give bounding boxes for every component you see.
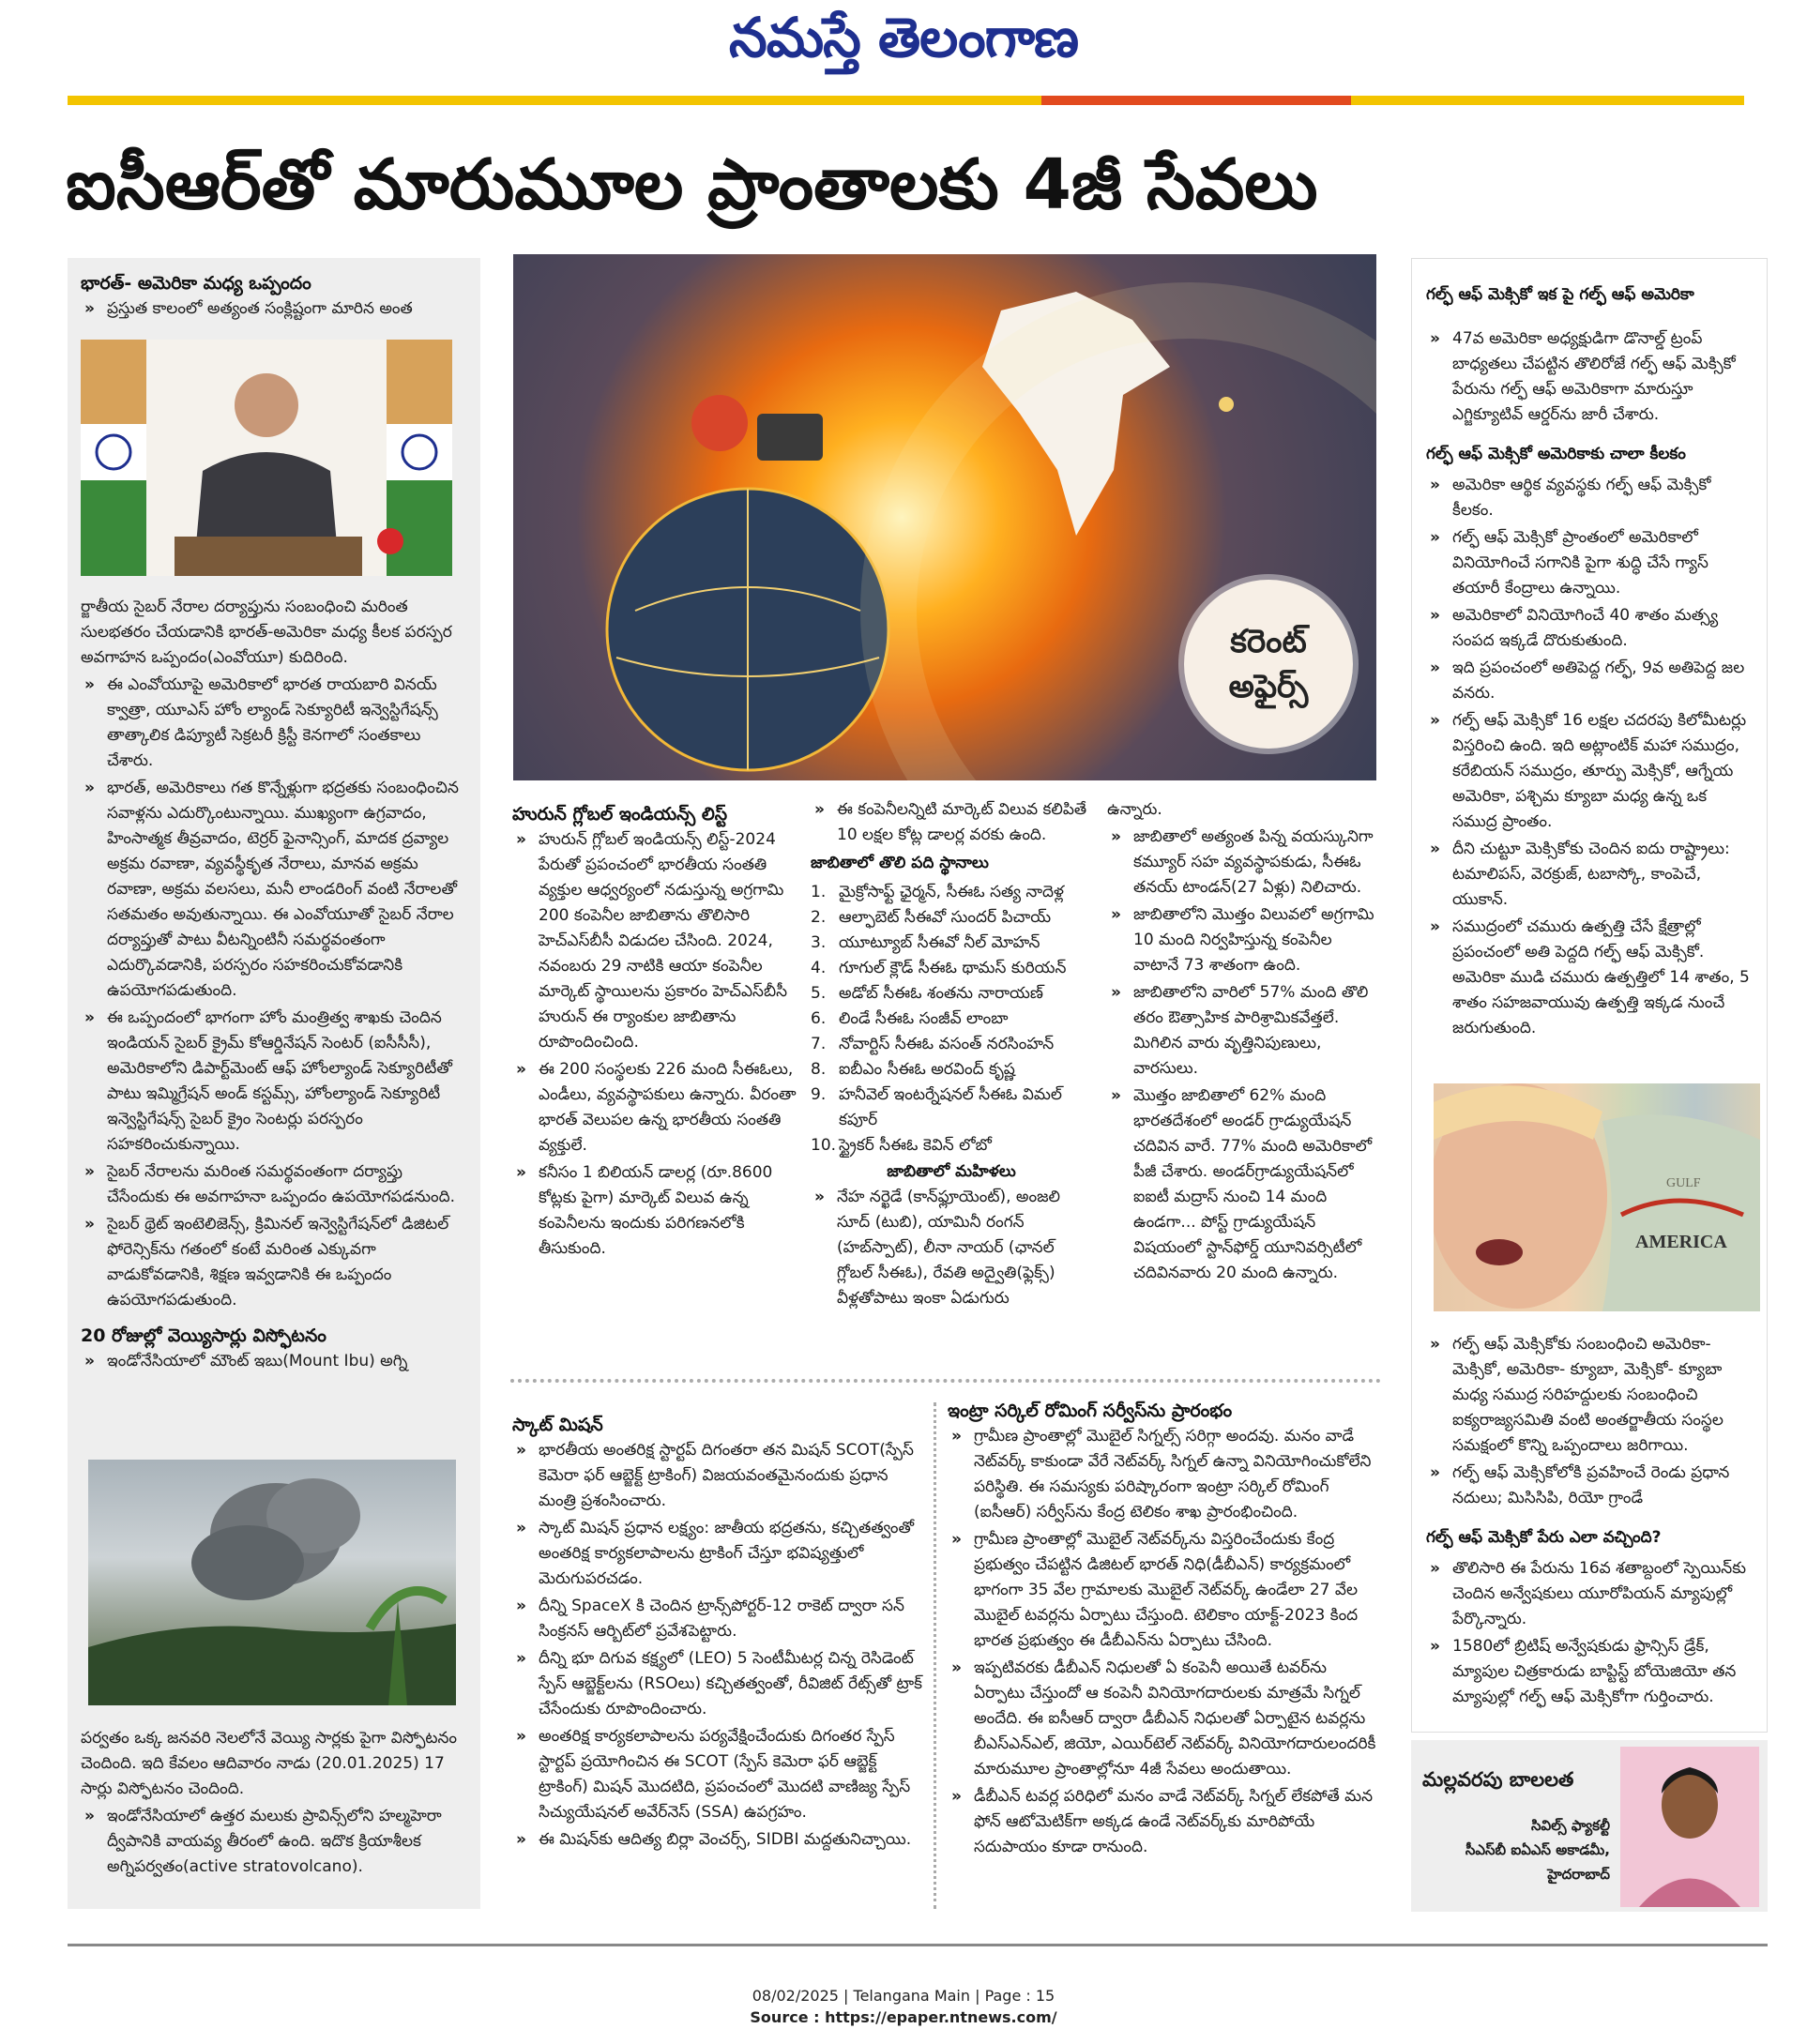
top10-item xyxy=(811,931,1092,956)
list-item: » గ్రామీణ ప్రాంతాల్లో మొబైల్ సిగ్నల్స్ సరిగ్గా అందవు. మనం వాడే నెట్‌వర్క్ కాకుండా వేరే నెట్‌వర్క్ సిగ్నల్ ఉన్నా వినియోగించుకోలేని పరిస్థితి. ఈ సమస్యకు పరిష్కారంగా ఇంట్రా సర్కిల్ రోమింగ్ (ఐసీఆర్) సర్వీస్‌ను కేంద్ర టెలికం శాఖ ప్రారంభించింది. xyxy=(948,1424,1379,1525)
list-item: » సైబర్ థ్రెట్ ఇంటెలిజెన్స్, క్రిమినల్ ఇన్వెస్టిగేషన్‌లో డిజిటల్ ఫోరెన్సిక్‌ను గతంలో కంటే మరింత ఎక్కువగా వాడుకోవడానికి, శిక్షణ ఇవ్వడానికి ఈ ఒప్పందం ఉపయోగపడుతుంది. xyxy=(81,1212,467,1313)
footer-date: 08/02/2025 | Telangana Main | Page : 15 xyxy=(752,1987,1055,2005)
top10-name: అడోబ్ సీఈఓ శంతను నారాయణ్ xyxy=(839,984,1043,1003)
list-item: » భారతీయ అంతరిక్ష స్టార్టప్ దిగంతరా తన మిషన్ SCOT(స్పేస్ కెమెరా ఫర్ ఆబ్జెక్ట్ ట్రాకింగ్) విజయవంతమైనందుకు ప్రధాన మంత్రి ప్రశంసించారు. xyxy=(512,1438,925,1514)
top10-rank: 4. xyxy=(811,959,827,977)
section-divider xyxy=(510,1379,1381,1383)
top10-item xyxy=(811,1083,1092,1133)
badge-text: కరెంట్ అఫైర్స్ xyxy=(1228,623,1309,705)
list-item: » జాబితాలోని మొత్తం విలువలో అగ్రగామి 10 మంది నిర్వహిస్తున్న కంపెనీల వాటానే 73 శాతంగా ఉంది. xyxy=(1107,902,1379,978)
list-item: » నేహ నర్ఖెడే (కాన్‌ఫ్లూయెంట్), అంజలి సూద్ (టుబి), యామినీ రంగన్ (హబ్‌స్పాట్), లీనా నాయర్ (ఛానల్ గ్లోబల్ సీఈఓ), రేవతి అద్వైతి(ఫ్లెక్స్) వీళ్లతోపాటు ఇంకా ఏడుగురు xyxy=(811,1185,1092,1311)
top10-name: నోవార్టిస్ సీఈఓ వసంత్ నరసింహన్ xyxy=(839,1035,1055,1053)
top10-name: స్ట్రైకర్ సీఈఓ కెవిన్ లోబో xyxy=(839,1136,992,1155)
official-photo xyxy=(81,340,452,576)
masthead-logo: నమస్తే తెలంగాణ xyxy=(729,6,1078,69)
subsection-title-women: జాబితాలో మహిళలు xyxy=(887,1162,1016,1181)
list-item: » జాబితాలో అత్యంత పిన్న వయస్కునిగా కమ్యూర్ సహ వ్యవస్థాపకుడు, సీఈఓ తనయ్ టాండన్(27 ఏళ్లు) నిలిచారు. xyxy=(1107,825,1379,901)
top10-item xyxy=(811,1032,1092,1057)
list-item: » ప్రస్తుత కాలంలో అత్యంత సంక్లిష్టంగా మారిన అంత xyxy=(81,296,467,322)
top10-rank: 10. xyxy=(811,1136,837,1155)
list-item: » అమెరికాలో వినియోగించే 40 శాతం మత్స్య సంపద ఇక్కడే దొరుకుతుంది. xyxy=(1426,603,1756,654)
list-item: » గ్రామీణ ప్రాంతాల్లో మొబైల్ నెట్‌వర్క్‌ను విస్తరించేందుకు కేంద్ర ప్రభుత్వం చేపట్టిన డిజిటల్ భారత్ నిధి(డీబీఎన్) కార్యక్రమంలో భాగంగా 35 వేల గ్రామాలకు మొబైల్ నెట్‌వర్క్ ఉండేలా 27 వేల మొబైల్ టవర్లను ఏర్పాటు చేస్తుంది. టెలికాం యాక్ట్‌-2023 కింద భారత ప్రభుత్వం ఈ డీబీఎన్‌ను ఏర్పాటు చేసింది. xyxy=(948,1527,1379,1654)
list-item: » దీన్ని భూ దిగువ కక్ష్యలో (LEO) 5 సెంటీమీటర్ల చిన్న రెసిడెంట్ స్పేస్ ఆబ్జెక్ట్‌లను (RSOలు) కచ్చితత్వంతో, రీవిజిట్ రేట్స్‌తో ట్రాక్ చేసేందుకు రూపొందించారు. xyxy=(512,1646,925,1722)
left-column-cont xyxy=(81,595,467,1376)
list-item: » గల్ఫ్ ఆఫ్ మెక్సికో ప్రాంతంలో అమెరికాలో వినియోగించే సగానికి పైగా శుద్ధి చేసే గ్యాస్ తయారీ కేంద్రాలు ఉన్నాయి. xyxy=(1426,525,1756,601)
subsection-title-top10: జాబితాలో తొలి పది స్థానాలు xyxy=(811,854,989,872)
gulf-column-cont xyxy=(1426,1332,1756,1712)
list-item: » స్కాట్ మిషన్ ప్రధాన లక్ష్యం: జాతీయ భద్రతను, కచ్చితత్వంతో అంతరిక్ష కార్యకలాపాలను ట్రాకింగ్ చేస్తూ భవిష్యత్తులో మెరుగుపరచడం. xyxy=(512,1516,925,1592)
scot-column xyxy=(512,1412,925,1855)
subsection-title-name-origin: గల్ఫ్ ఆఫ్ మెక్సికో పేరు ఎలా వచ్చింది? xyxy=(1426,1528,1662,1547)
top10-name: లిండే సీఈఓ సంజీవ్ లాంబా xyxy=(839,1009,1009,1028)
author-photo xyxy=(1620,1747,1759,1907)
list-item: » ఇండోనేసియాలో ఉత్తర మలుకు ప్రావిన్స్‌లోని హల్మహెరా ద్వీపానికి వాయవ్య తీరంలో ఉంది. ఇదొక క్రియాశీలక అగ్నిపర్వతం(active stratovolcano). xyxy=(81,1804,467,1880)
icr-column xyxy=(948,1398,1379,1862)
list-item: » ఈ ఒప్పందంలో భాగంగా హోం మంత్రిత్వ శాఖకు చెందిన ఇండియన్ సైబర్ క్రైమ్ కోఆర్డినేషన్ సెంటర్ (ఐసీసీసీ), అమెరికాలోని డిపార్ట్‌మెంట్ ఆఫ్ హోంల్యాండ్ సెక్యూరిటీతో పాటు ఇమ్మిగ్రేషన్ అండ్ కస్టమ్స్, హోంల్యాండ్ సెక్యూరిటీ ఇన్వెస్టిగేషన్స్ సైబర్ క్రైం సెంటర్లు పరస్పరం సహకరించుకున్నాయి. xyxy=(81,1006,467,1158)
left-column xyxy=(81,270,467,324)
top10-item xyxy=(811,1057,1092,1083)
page-headline: ఐసీఆర్‌తో మారుమూల ప్రాంతాలకు 4జీ సేవలు xyxy=(66,144,1318,225)
list-item: » ఇండోనేసియాలో మౌంట్ ఇబు(Mount Ibu) అగ్ని xyxy=(81,1349,467,1374)
body-paragraph: ఉన్నారు. xyxy=(1107,800,1162,819)
footer-source: Source : https://epaper.ntnews.com/ xyxy=(750,2008,1057,2026)
list-item: » తొలిసారి ఈ పేరును 16వ శతాబ్దంలో స్పెయిన్‌కు చెందిన అన్వేషకులు యూరోపియన్ మ్యాపుల్లో పేర్కొన్నారు. xyxy=(1426,1556,1756,1632)
list-item: » మొత్తం జాబితాలో 62% మంది భారతదేశంలో అండర్ గ్రాడ్యుయేషన్ చదివిన వారే. 77% మంది అమెరికాలో పీజీ చేశారు. అండర్‌గ్రాడ్యుయేషన్‌లో ఐఐటీ మద్రాస్ నుంచి 14 మంది ఉండగా... పోస్ట్ గ్రాడ్యుయేషన్ విషయంలో స్టాన్‌ఫోర్డ్ యూనివర్సిటీలో చదివినవారు 20 మంది ఉన్నారు. xyxy=(1107,1083,1379,1286)
author-role: సివిల్స్ ఫ్యాకల్టీ xyxy=(1530,1817,1610,1834)
list-item: » డీబీఎన్ టవర్ల పరిధిలో మనం వాడే నెట్‌వర్క్ సిగ్నల్ లేకపోతే మన ఫోన్ ఆటోమెటిక్‌గా అక్కడ ఉండే నెట్‌వర్క్‌కు మారిపోయే సదుపాయం కూడా రానుంది. xyxy=(948,1784,1379,1860)
top10-name: యూట్యూబ్ సీఈవో నీల్ మోహన్ xyxy=(839,933,1040,952)
top10-rank: 2. xyxy=(811,908,827,927)
list-item: » ఈ ఎంవోయూపై అమెరికాలో భారత రాయబారి వినయ్ క్వాత్రా, యూఎస్ హోం ల్యాండ్ సెక్యూరిటీ ఇన్వెస్టిగేషన్స్ తాత్కాలిక డిప్యూటీ సెక్రటరీ క్రిస్టీ కెనగాలో సంతకాలు చేశారు. xyxy=(81,673,467,774)
author-city: హైదరాబాద్ xyxy=(1547,1866,1610,1883)
top10-item xyxy=(811,880,1092,905)
section-title-volcano: 20 రోజుల్లో వెయ్యిసార్లు విస్ఫోటనం xyxy=(81,1325,326,1346)
list-item: » 1580లో బ్రిటిష్ అన్వేషకుడు ఫ్రాన్సిస్ డ్రేక్, మ్యాపుల చిత్రకారుడు బాప్టిస్ట్ బోయెజియో తన మ్యాపుల్లో గల్ఫ్ ఆఫ్ మెక్సికోగా గుర్తించారు. xyxy=(1426,1634,1756,1710)
column-divider xyxy=(934,1402,936,1909)
section-title-india-us: భారత్‌- అమెరికా మధ్య ఒప్పందం xyxy=(81,273,311,294)
list-item: » కనీసం 1 బిలియన్ డాలర్ల (రూ.8600 కోట్లకు పైగా) మార్కెట్ విలువ ఉన్న కంపెనీలను ఇందుకు పరిగణనలోకి తీసుకుంది. xyxy=(512,1160,798,1262)
subsection-title-importance: గల్ఫ్ ఆఫ్ మెక్సికో అమెరికాకు చాలా కీలకం xyxy=(1426,445,1686,463)
list-item: » గల్ఫ్ ఆఫ్ మెక్సికో 16 లక్షల చదరపు కిలోమీటర్లు విస్తరించి ఉంది. ఇది అట్లాంటిక్ మహా సముద్రం, కరేబియన్ సముద్రం, తూర్పు మెక్సికో, ఆగ్నేయ అమెరికా, పశ్చిమ క్యూబా మధ్య ఉన్న ఒక సముద్ర ప్రాంతం. xyxy=(1426,708,1756,835)
section-title-hurun: హురున్ గ్లోబల్ ఇండియన్స్ లిస్ట్ xyxy=(512,804,728,825)
author-org: సీఎస్‌బీ ఐఏఎస్ అకాడమీ, xyxy=(1465,1841,1610,1858)
gulf-column xyxy=(1426,281,1756,1043)
top10-rank: 7. xyxy=(811,1035,827,1053)
hurun-column-1 xyxy=(512,801,798,1264)
top-rule-accent xyxy=(1041,96,1351,105)
list-item: » ఇప్పటివరకు డీబీఎన్ నిధులతో ఏ కంపెనీ అయితే టవర్‌ను ఏర్పాటు చేస్తుందో ఆ కంపెనీ వినియోగదారులకు మాత్రమే సిగ్నల్ అందేది. ఈ ఐసీఆర్ ద్వారా డీబీఎన్ నిధులతో ఏర్పాటైన టవర్లను బీఎస్ఎన్ఎల్, జియో, ఎయిర్‌టెల్ నెట్‌వర్క్ వినియోగదారులందరికీ మారుమూల ప్రాంతాల్లోనూ 4జీ సేవలు అందుతాయి. xyxy=(948,1656,1379,1782)
left-column-end xyxy=(81,1726,467,1882)
author-name: మల్లవరపు బాలలత xyxy=(1422,1768,1574,1791)
hurun-column-2 xyxy=(811,797,1092,1313)
top-rule xyxy=(68,96,1744,105)
top10-rank: 6. xyxy=(811,1009,827,1028)
current-affairs-badge xyxy=(1184,580,1353,749)
list-item: » ఈ మిషన్‌కు ఆదిత్య బిర్లా వెంచర్స్, SIDBI మద్దతునిచ్చాయి. xyxy=(512,1827,925,1853)
list-item: » సముద్రంలో చమురు ఉత్పత్తి చేసే క్షేత్రాల్లో ప్రపంచంలో అతి పెద్దది గల్ఫ్ ఆఫ్ మెక్సికో. అమెరికా ముడి చమురు ఉత్పత్తిలో 14 శాతం, 5 శాతం సహజవాయువు ఉత్పత్తి ఇక్కడ నుంచే జరుగుతుంది. xyxy=(1426,915,1756,1041)
list-item: » అమెరికా ఆర్థిక వ్యవస్థకు గల్ఫ్ ఆఫ్ మెక్సికో కీలకం. xyxy=(1426,473,1756,523)
list-item: » దీన్ని SpaceX కి చెందిన ట్రాన్స్‌పోర్టర్‌-12 రాకెట్ ద్వారా సన్ సింక్రనస్ ఆర్బిట్‌లో ప్రవేశపెట్టారు. xyxy=(512,1594,925,1644)
top10-name: ఐబీఎం సీఈఓ అరవింద్ కృష్ణ xyxy=(839,1060,1015,1079)
list-item: » సైబర్ నేరాలను మరింత సమర్థవంతంగా దర్యాప్తు చేసేందుకు ఈ అవగాహనా ఒప్పందం ఉపయోగపడనుంది. xyxy=(81,1159,467,1210)
top10-item xyxy=(811,1133,1092,1158)
top10-rank: 3. xyxy=(811,933,827,952)
top10-rank: 8. xyxy=(811,1060,827,1079)
top10-name: గూగుల్ క్లౌడ్ సీఈఓ థామస్ కురియన్ xyxy=(839,959,1067,977)
list-item: » గల్ఫ్ ఆఫ్ మెక్సికోలోకి ప్రవహించే రెండు ప్రధాన నదులు; మిసిసిపి, రియో గ్రాండే xyxy=(1426,1461,1756,1511)
list-item: » ఈ కంపెనీలన్నిటి మార్కెట్ విలువ కలిపితే 10 లక్షల కోట్ల డాలర్ల వరకు ఉంది. xyxy=(811,797,1092,848)
top10-item xyxy=(811,1007,1092,1032)
top10-item xyxy=(811,981,1092,1007)
top10-item xyxy=(811,956,1092,981)
list-item: » భారత్, అమెరికాలు గత కొన్నేళ్లుగా భద్రతకు సంబంధించిన సవాళ్లను ఎదుర్కొంటున్నాయి. ముఖ్యంగా ఉగ్రవాదం, హింసాత్మక తీవ్రవాదం, టెర్రర్ ఫైనాన్సింగ్, మాదక ద్రవ్యాల అక్రమ రవాణా, వ్యవస్థీకృత నేరాలు, మానవ అక్రమ రవాణా, అక్రమ వలసలు, మనీ లాండరింగ్ వంటి నేరాలతో సతమతం అవుతున్నాయి. ఈ ఎంవోయూతో సైబర్ నేరాల దర్యాప్తుతో పాటు వీటన్నింటినీ సమర్థవంతంగా ఎదుర్కొవడానికి, పరస్పరం సహకరించుకోవడానికి ఉపయోగపడుతుంది. xyxy=(81,776,467,1004)
map-label-america: AMERICA xyxy=(1635,1232,1727,1252)
top10-list xyxy=(811,880,1092,1158)
top10-name: హనీవెల్ ఇంటర్నేషనల్ సీఈఓ విమల్ కపూర్ xyxy=(839,1085,1062,1129)
hurun-column-3 xyxy=(1107,797,1379,1288)
body-paragraph: ర్జాతీయ సైబర్ నేరాల దర్యాప్తును సంబంధించి మరింత సులభతరం చేయడానికి భారత్‌-అమెరికా మధ్య కీలక పరస్పర అవగాహన ఒప్పందం(ఎంవోయూ) కుదిరింది. xyxy=(81,598,452,667)
list-item: » అంతరిక్ష కార్యకలాపాలను పర్యవేక్షించేందుకు దిగంతర స్పేస్ స్టార్టప్ ప్రయోగించిన ఈ SCOT (స్పేస్ కెమెరా ఫర్ ఆబ్జెక్ట్ ట్రాకింగ్) మిషన్ మొదటిది, ప్రపంచంలో మొదటి వాణిజ్య స్పేస్ సిచ్యుయేషనల్ అవేర్‌నెస్ (SSA) ఉపగ్రహం. xyxy=(512,1724,925,1825)
list-item: » హురున్ గ్లోబల్ ఇండియన్స్ లిస్ట్‌-2024 పేరుతో ప్రపంచంలో భారతీయ సంతతి వ్యక్తుల ఆధ్వర్యంలో నడుస్తున్న అగ్రగామి 200 కంపెనీల జాబితాను తొలిసారి హెచ్ఎస్‌బీసీ విడుదల చేసింది. 2024, నవంబరు 29 నాటికి ఆయా కంపెనీల మార్కెట్ స్థాయిలను ప్రకారం హెచ్ఎస్‌బీసీ హురున్ ఈ ర్యాంకుల జాబితాను రూపొందించింది. xyxy=(512,827,798,1055)
top10-rank: 9. xyxy=(811,1085,827,1104)
author-info xyxy=(1422,1768,1610,1886)
volcano-photo xyxy=(88,1460,456,1705)
trump-map-photo xyxy=(1434,1083,1760,1311)
top10-rank: 1. xyxy=(811,883,827,901)
list-item: » గల్ఫ్ ఆఫ్ మెక్సికోకు సంబంధించి అమెరికా- మెక్సికో, అమెరికా- క్యూబా, మెక్సికో- క్యూబా మధ్య సముద్ర సరిహద్దులకు సంబంధించి ఐక్యరాజ్యసమితి వంటి అంతర్జాతీయ సంస్థల సమక్షంలో కొన్ని ఒప్పందాలు జరిగాయి. xyxy=(1426,1332,1756,1459)
bottom-rule xyxy=(68,1944,1768,1946)
list-item: » జాబితాలోని వారిలో 57% మంది తొలి తరం ఔత్సాహిక పారిశ్రామికవేత్తలే. మిగిలిన వారు వృత్తినిపుణులు, వారసులు. xyxy=(1107,980,1379,1082)
list-item: » ఇది ప్రపంచంలో అతిపెద్ద గల్ఫ్, 9వ అతిపెద్ద జల వనరు. xyxy=(1426,656,1756,706)
section-title-icr: ఇంట్రా సర్కిల్ రోమింగ్ సర్వీస్‌ను ప్రారంభం xyxy=(948,1401,1233,1421)
top10-rank: 5. xyxy=(811,984,827,1003)
list-item: » 47వ అమెరికా అధ్యక్షుడిగా డొనాల్డ్ ట్రంప్ బాధ్యతలు చేపట్టిన తొలిరోజే గల్ఫ్ ఆఫ్ మెక్సికో పేరును గల్ఫ్ ఆఫ్ అమెరికాగా మారుస్తూ ఎగ్జిక్యూటివ్ ఆర్డర్‌ను జారీ చేశారు. xyxy=(1426,326,1756,428)
section-title-scot: స్కాట్ మిషన్ xyxy=(512,1415,603,1435)
list-item: » దీని చుట్టూ మెక్సికోకు చెందిన ఐదు రాష్ట్రాలు: టమాలిపస్, వెరక్రుజ్, టబాస్కో, కాంపెచే, యుకాన్. xyxy=(1426,837,1756,913)
top10-name: ఆల్ఫాబెట్ సీఈవో సుందర్ పిచాయ్ xyxy=(839,908,1052,927)
top10-name: మైక్రోసాఫ్ట్ ఛైర్మన్, సీఈఓ సత్య నాదెళ్ల xyxy=(839,883,1065,901)
body-paragraph: పర్వతం ఒక్క జనవరి నెలలోనే వెయ్యి సార్లకు పైగా విస్ఫోటనం చెందింది. ఇది కేవలం ఆదివారం నాడు (20.01.2025) 17 సార్లు విస్ఫోటనం చెందింది. xyxy=(81,1729,458,1798)
map-label-gulf: GULF xyxy=(1666,1176,1701,1190)
section-title-gulf: గల్ఫ్ ఆఫ్ మెక్సికో ఇక పై గల్ఫ్ ఆఫ్ అమెరికా xyxy=(1426,285,1694,304)
list-item: » ఈ 200 సంస్థలకు 226 మంది సీఈఓలు, ఎండీలు, వ్యవస్థాపకులు ఉన్నారు. వీరంతా భారత్ వెలుపల ఉన్న భారతీయ సంతతి వ్యక్తులే. xyxy=(512,1057,798,1158)
top10-item xyxy=(811,905,1092,931)
